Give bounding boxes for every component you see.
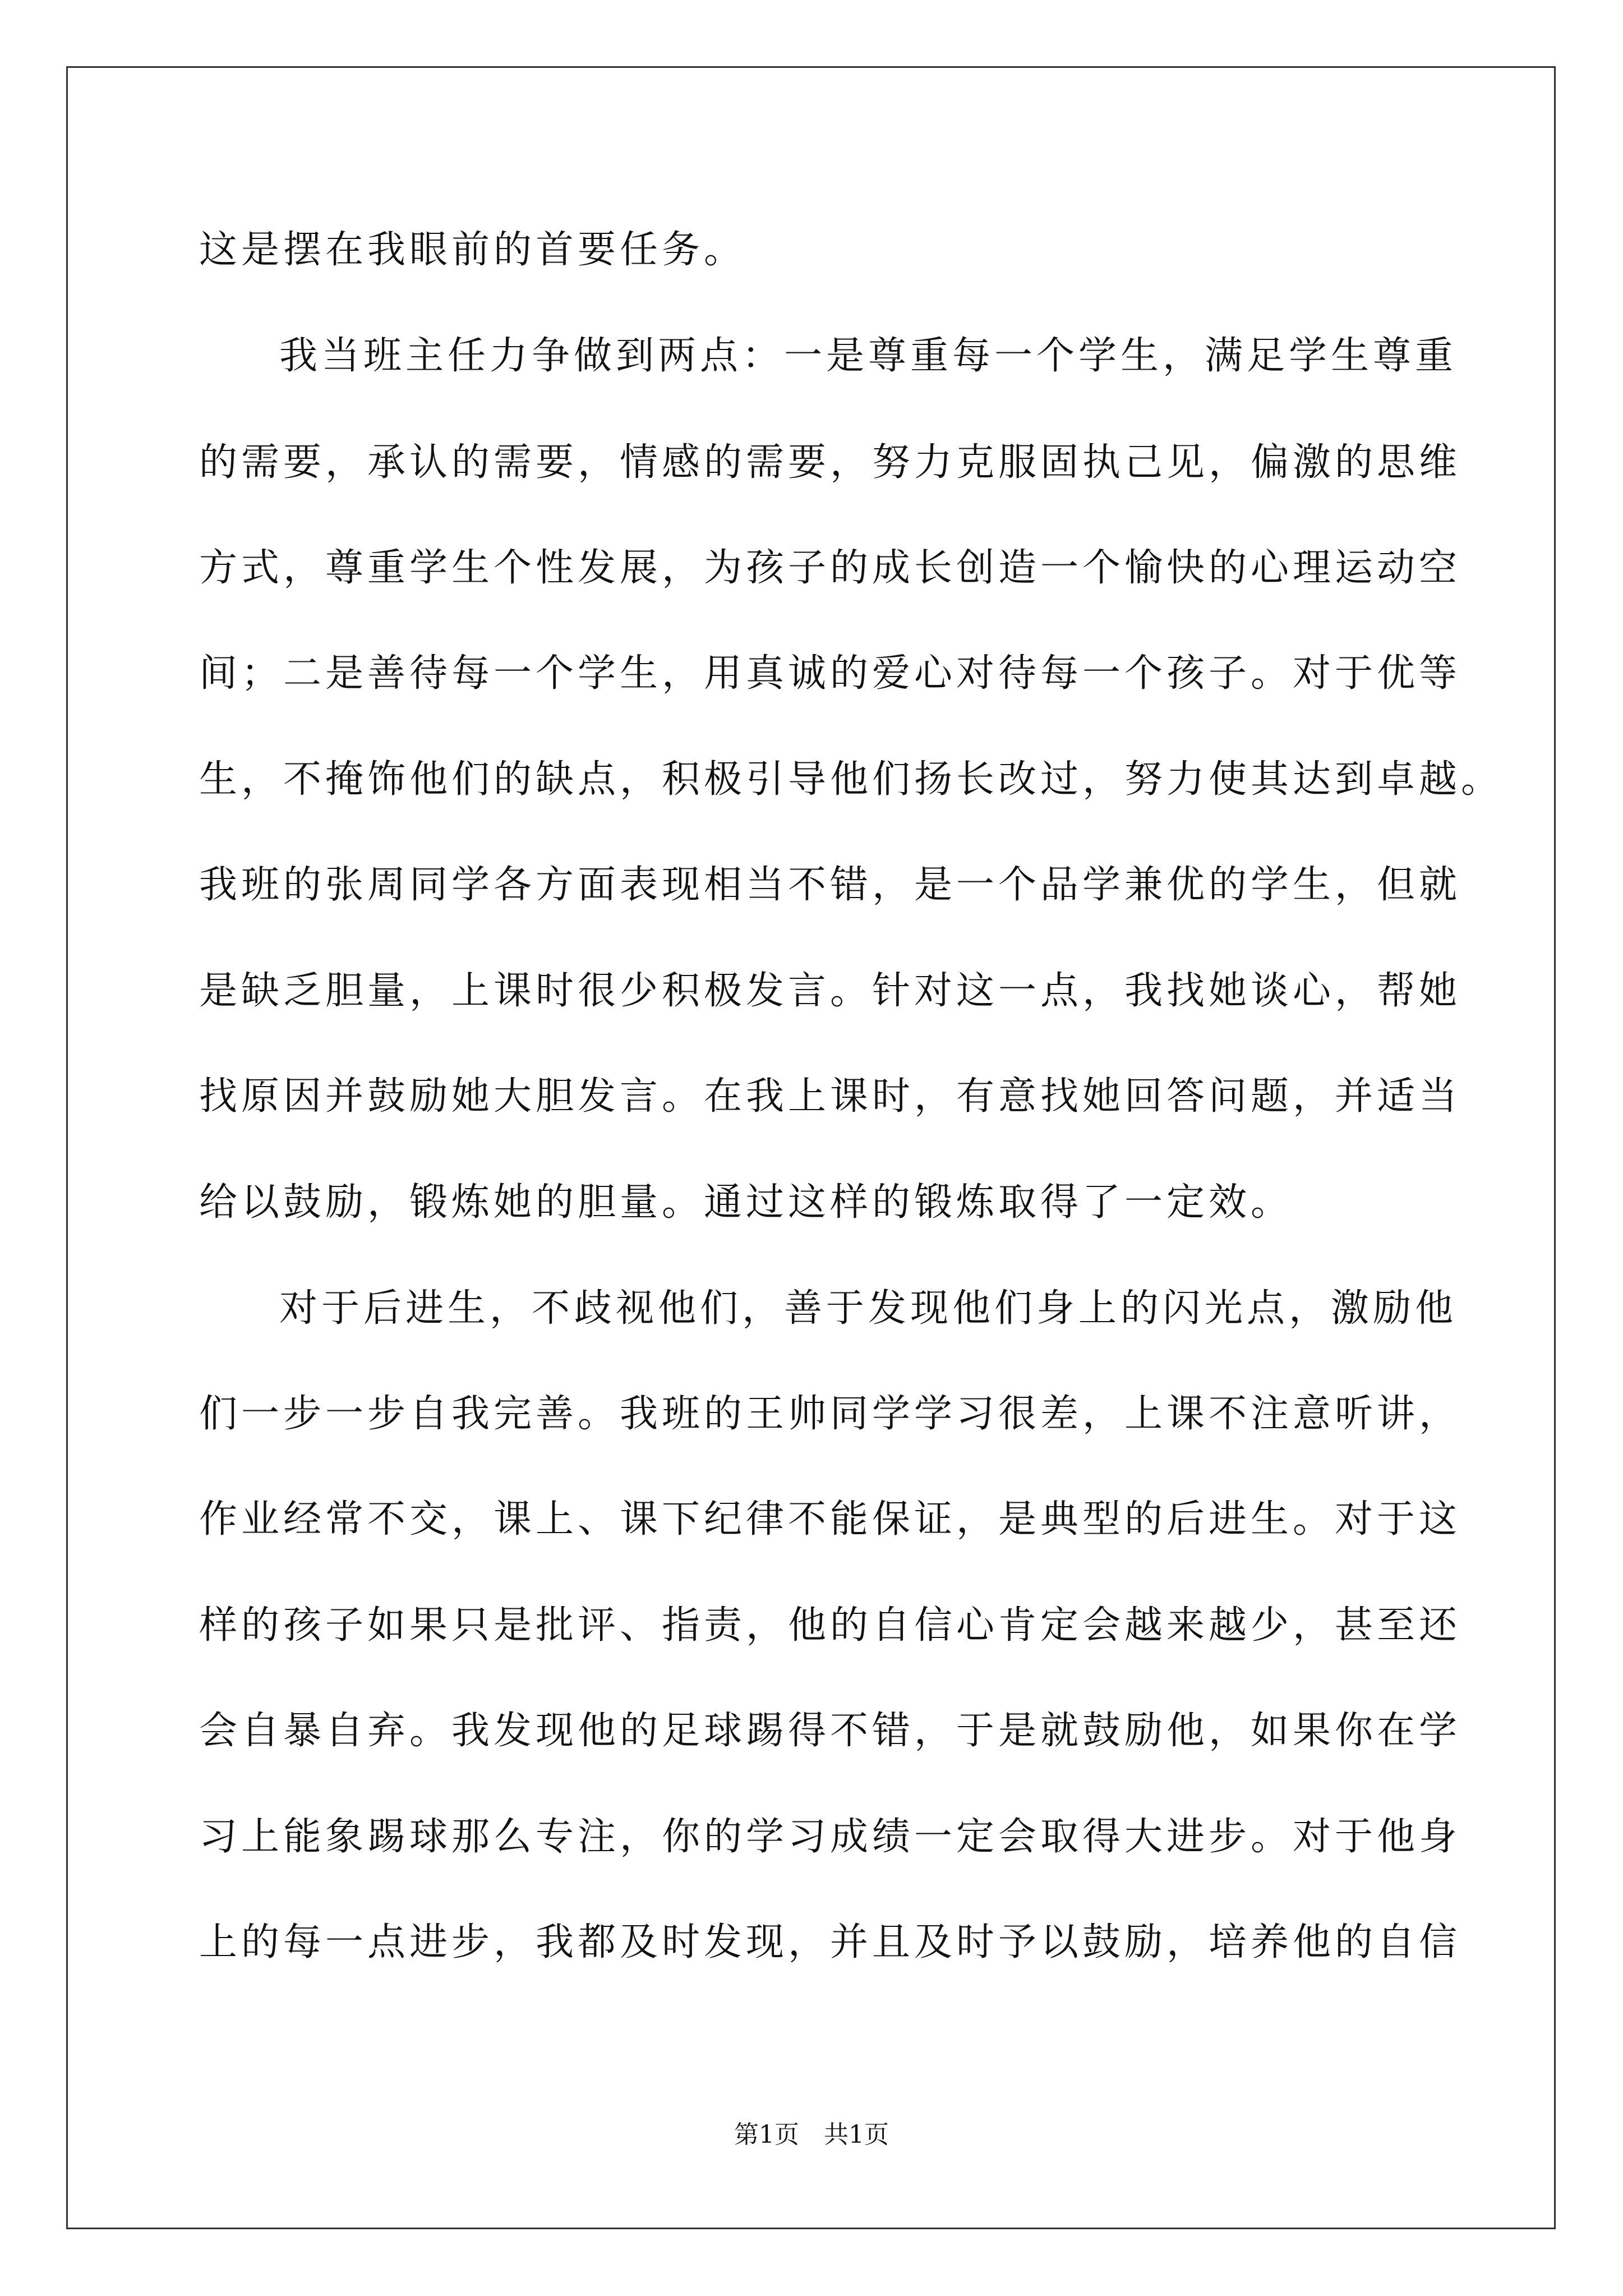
text-line-9: 找原因并鼓励她大胆发言。在我上课时，有意找她回答问题，并适当 — [199, 1074, 1461, 1119]
text-line-10: 给以鼓励，锻炼她的胆量。通过这样的锻炼取得了一定效。 — [199, 1180, 1293, 1225]
text-line-11: 对于后进生，不歧视他们，善于发现他们身上的闪光点，激励他 — [279, 1286, 1458, 1331]
page-border — [66, 66, 1556, 2229]
text-line-5: 间；二是善待每一个学生，用真诚的爱心对待每一个孩子。对于优等 — [199, 651, 1461, 696]
text-line-7: 我班的张周同学各方面表现相当不错，是一个品学兼优的学生，但就 — [199, 863, 1461, 907]
page-footer: 第1页 共1页 — [734, 2120, 889, 2149]
text-line-16: 习上能象踢球那么专注，你的学习成绩一定会取得大进步。对于他身 — [199, 1815, 1461, 1859]
text-line-12: 们一步一步自我完善。我班的王帅同学学习很差，上课不注意听讲， — [199, 1392, 1461, 1436]
text-line-8: 是缺乏胆量，上课时很少积极发言。针对这一点，我找她谈心，帮她 — [199, 969, 1461, 1013]
text-line-15: 会自暴自弃。我发现他的足球踢得不错，于是就鼓励他，如果你在学 — [199, 1709, 1461, 1753]
text-line-1: 这是摆在我眼前的首要任务。 — [199, 228, 746, 272]
text-line-3: 的需要，承认的需要，情感的需要，努力克服固执己见，偏激的思维 — [199, 440, 1461, 485]
text-line-4: 方式，尊重学生个性发展，为孩子的成长创造一个愉快的心理运动空 — [199, 546, 1461, 590]
text-line-14: 样的孩子如果只是批评、指责，他的自信心肯定会越来越少，甚至还 — [199, 1603, 1461, 1648]
text-line-17: 上的每一点进步，我都及时发现，并且及时予以鼓励，培养他的自信 — [199, 1920, 1461, 1964]
text-line-2: 我当班主任力争做到两点：一是尊重每一个学生，满足学生尊重 — [279, 334, 1458, 378]
text-line-6: 生，不掩饰他们的缺点，积极引导他们扬长改过，努力使其达到卓越。 — [199, 757, 1504, 802]
text-line-13: 作业经常不交，课上、课下纪律不能保证，是典型的后进生。对于这 — [199, 1497, 1461, 1542]
